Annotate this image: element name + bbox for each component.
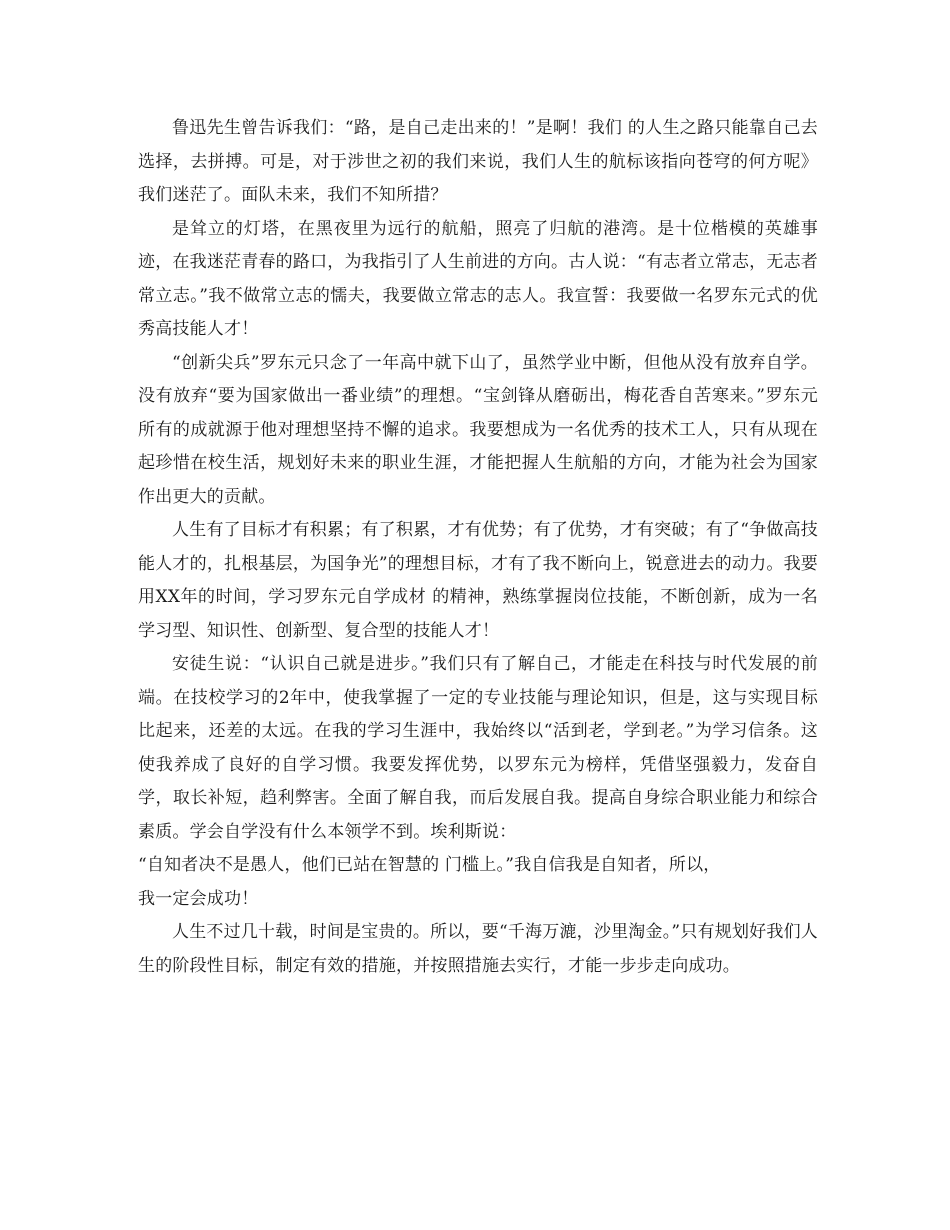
paragraph-final: 人生不过几十载，时间是宝贵的。所以，要“千海万漉，沙里淘金。”只有规划好我们人生的阶段性目标，制定有效的措施，并按照措施去实行，才能一步步走向成功。: [138, 922, 818, 976]
quote-line-1: “自知者决不是愚人，他们已站在智慧的 门槛上。”我自信我是自知者，所以，: [138, 855, 721, 875]
document-body: [138, 112, 818, 983]
paragraph-2: 是耸立的灯塔，在黑夜里为远行的航船，照亮了归航的港湾。是十位楷模的英雄事迹，在我迷茫青春的路口，为我指引了人生前进的方向。古人说：“有志者立常志，无志者常立志。”我不做常立志的懦夫，我要做立常志的志人。我宣誓：我要做一名罗东元式的优秀高技能人才！: [138, 218, 818, 339]
paragraph-1: 鲁迅先生曾告诉我们：“路，是自己走出来的！”是啊！我们 的人生之路只能靠自己去选择，去拼搏。可是，对于涉世之初的我们来说，我们人生的航标该指向苍穹的何方呢》我们迷茫了。面队未来，我们不知所措？: [138, 118, 818, 205]
quote-line-2: 我一定会成功！: [138, 888, 259, 909]
paragraph-5: 安徒生说：“认识自己就是进步。”我们只有了解自己，才能走在科技与时代发展的前端。在技校学习的2年中，使我掌握了一定的专业技能与理论知识，但是，这与实现目标比起来，还差的太远。在我的学习生涯中，我始终以“活到老，学到老。”为学习信条。这使我养成了良好的自学习惯。我要发挥优势，以罗东元为榜样，凭借坚强毅力，发奋自学，取长补短，趋利弊害。全面了解自我，而后发展自我。提高自身综合职业能力和综合素质。学会自学没有什么本领学不到。埃利斯说：: [138, 654, 818, 842]
paragraph-4: 人生有了目标才有积累；有了积累，才有优势；有了优势，才有突破；有了“争做高技能人才的，扎根基层，为国争光”的理想目标，才有了我不断向上，锐意进去的动力。我要用XX年的时间，学习罗东元自学成材 的精神，熟练掌握岗位技能，不断创新，成为一名学习型、知识性、创新型、复合型的技能人才！: [138, 520, 818, 641]
paragraph-3: “创新尖兵”罗东元只念了一年高中就下山了，虽然学业中断，但他从没有放弃自学。没有放弃“要为国家做出一番业绩”的理想。“宝剑锋从磨砺出，梅花香自苦寒来。”罗东元所有的成就源于他对理想坚持不懈的追求。我要想成为一名优秀的技术工人，只有从现在起珍惜在校生活，规划好未来的职业生涯，才能把握人生航船的方向，才能为社会为国家作出更大的贡献。: [138, 352, 818, 507]
